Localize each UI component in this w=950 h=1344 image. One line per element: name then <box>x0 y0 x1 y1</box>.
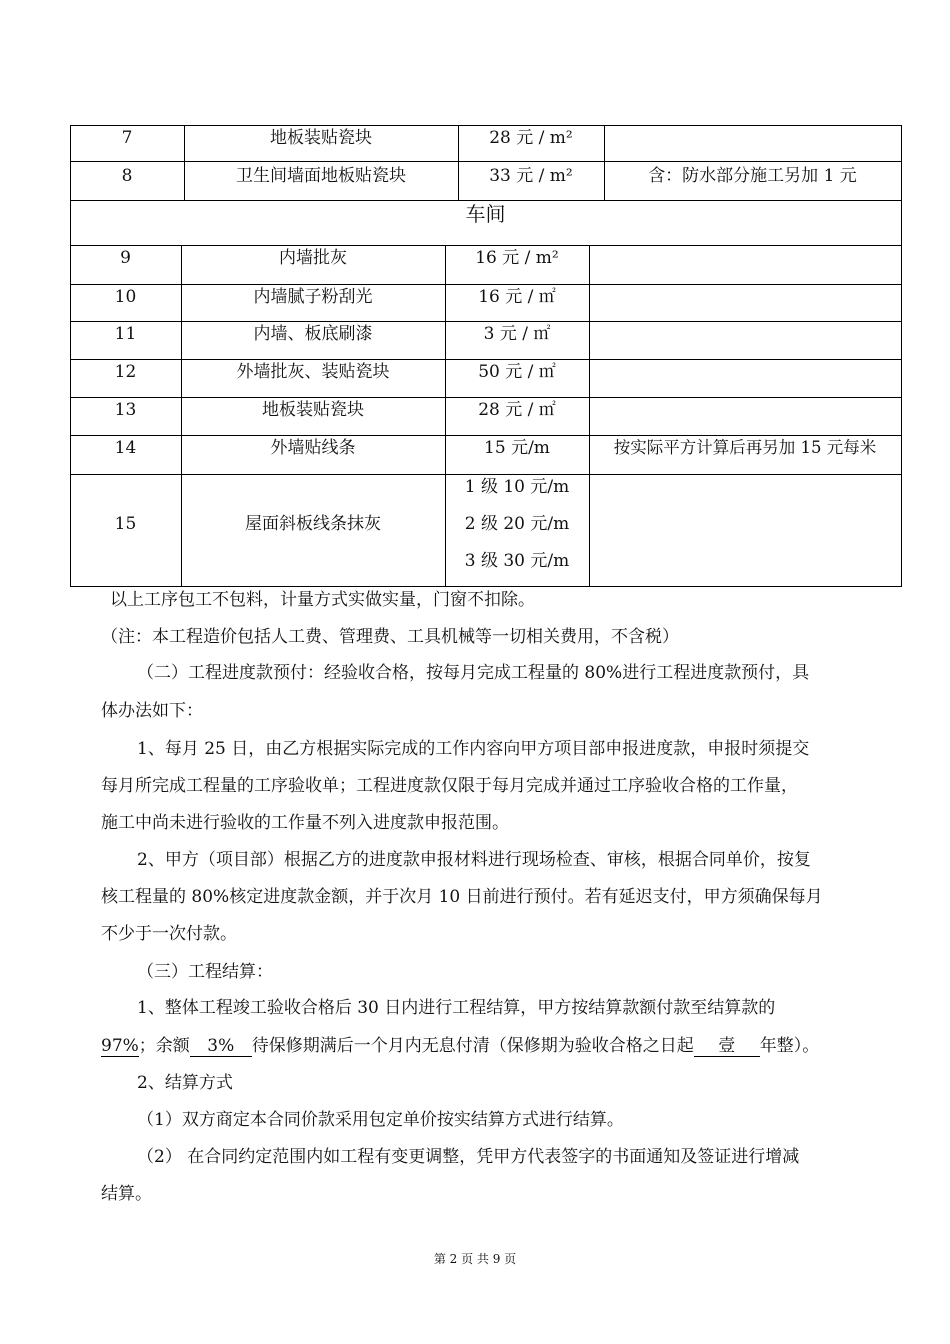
table-cell-price: 50 元 / ㎡ <box>478 362 556 382</box>
table-line <box>70 125 902 126</box>
table-cell-price: 16 元 / ㎡ <box>478 287 556 307</box>
table-line <box>70 397 902 398</box>
table-cell-item: 屋面斜板线条抹灰 <box>245 514 381 534</box>
table-cell-price: 28 元 / ㎡ <box>478 400 556 420</box>
underlined-value: 壹 <box>694 1036 760 1057</box>
table-section-label: 车间 <box>465 202 506 226</box>
paragraph: 每月所完成工程量的工序验收单；工程进度款仅限于每月完成并通过工序验收合格的工作量， <box>101 776 798 796</box>
table-cell-item: 地板装贴瓷块 <box>262 400 364 420</box>
table-line <box>70 474 902 475</box>
table-cell-price: 3 级 30 元/m <box>464 551 570 571</box>
table-cell-no: 9 <box>120 248 131 268</box>
table-line <box>70 284 902 285</box>
table-line <box>70 359 902 360</box>
paragraph: 不少于一次付款。 <box>101 924 237 944</box>
table-cell-no: 8 <box>121 166 133 186</box>
table-cell-price: 1 级 10 元/m <box>464 477 570 497</box>
table-line <box>901 125 902 587</box>
table-line <box>70 200 902 201</box>
paragraph: 施工中尚未进行验收的工作量不列入进度款申报范围。 <box>101 813 509 833</box>
paragraph: 结算。 <box>101 1184 152 1204</box>
page-number: 第 2 页 共 9 页 <box>433 1252 517 1266</box>
table-cell-price: 28 元 / m² <box>489 128 573 148</box>
table-cell-no: 7 <box>121 128 133 148</box>
paragraph: 1、整体工程竣工验收合格后 30 日内进行工程结算，甲方按结算款额付款至结算款的 <box>137 998 776 1018</box>
table-line <box>70 321 902 322</box>
table-cell-price: 3 元 / ㎡ <box>483 324 551 344</box>
table-cell-no: 11 <box>114 324 137 344</box>
section-heading: （三）工程结算： <box>137 962 273 982</box>
text-fragment: 年整）。 <box>759 1036 820 1056</box>
table-cell-item: 外墙贴线条 <box>270 438 356 458</box>
table-cell-item: 内墙批灰 <box>279 248 347 268</box>
table-cell-no: 13 <box>114 400 137 420</box>
table-line <box>589 245 590 586</box>
table-cell-price: 33 元 / m² <box>489 166 573 186</box>
paragraph: （注：本工程造价包括人工费、管理费、工具机械等一切相关费用，不含税） <box>101 627 679 647</box>
table-line <box>604 125 605 200</box>
paragraph <box>101 1036 819 1057</box>
table-cell-item: 外墙批灰、装贴瓷块 <box>236 362 390 382</box>
paragraph: （1）双方商定本合同价款采用包定单价按实结算方式进行结算。 <box>137 1110 624 1130</box>
table-line <box>70 435 902 436</box>
table-cell-item: 内墙腻子粉刮光 <box>253 287 373 307</box>
table-cell-price: 2 级 20 元/m <box>464 514 570 534</box>
table-cell-no: 10 <box>114 287 137 307</box>
underlined-value: 97% <box>101 1036 139 1056</box>
table-cell-item: 卫生间墙面地板贴瓷块 <box>236 166 406 186</box>
paragraph: 2、结算方式 <box>137 1073 233 1093</box>
table-cell-price: 16 元 / m² <box>475 248 559 268</box>
paragraph: 1、每月 25 日，由乙方根据实际完成的工作内容向甲方项目部申报进度款，申报时须提交 <box>137 739 810 759</box>
table-cell-item: 地板装贴瓷块 <box>270 128 372 148</box>
table-cell-note: 按实际平方计算后再另加 15 元每米 <box>613 438 877 457</box>
paragraph: 以上工序包工不包料，计量方式实做实量，门窗不扣除。 <box>110 590 535 610</box>
paragraph: 核工程量的 80%核定进度款金额，并于次月 10 日前进行预付。若有延迟支付，甲方须确保每月 <box>101 887 823 907</box>
text-fragment: ；余额 <box>138 1036 190 1056</box>
table-line <box>70 245 902 246</box>
paragraph: （二）工程进度款预付：经验收合格，按每月完成工程量的 80%进行工程进度款预付，具 <box>137 663 810 683</box>
table-cell-price: 15 元/m <box>484 438 550 458</box>
table-cell-note: 含：防水部分施工另加 1 元 <box>648 166 857 186</box>
paragraph: 体办法如下： <box>101 701 203 721</box>
table-cell-no: 15 <box>114 514 137 534</box>
table-cell-no: 14 <box>114 438 137 458</box>
text-fragment: 待保修期满后一个月内无息付清（保修期为验收合格之日起 <box>251 1036 694 1056</box>
paragraph: （2） 在合同约定范围内如工程有变更调整，凭甲方代表签字的书面通知及签证进行增减 <box>137 1147 800 1167</box>
paragraph: 2、甲方（项目部）根据乙方的进度款申报材料进行现场检查、审核，根据合同单价，按复 <box>137 850 811 870</box>
table-cell-item: 内墙、板底刷漆 <box>253 324 373 344</box>
table-line <box>70 586 902 587</box>
table-cell-no: 12 <box>114 362 137 382</box>
underlined-value: 3% <box>190 1036 252 1057</box>
table-line <box>70 161 902 162</box>
